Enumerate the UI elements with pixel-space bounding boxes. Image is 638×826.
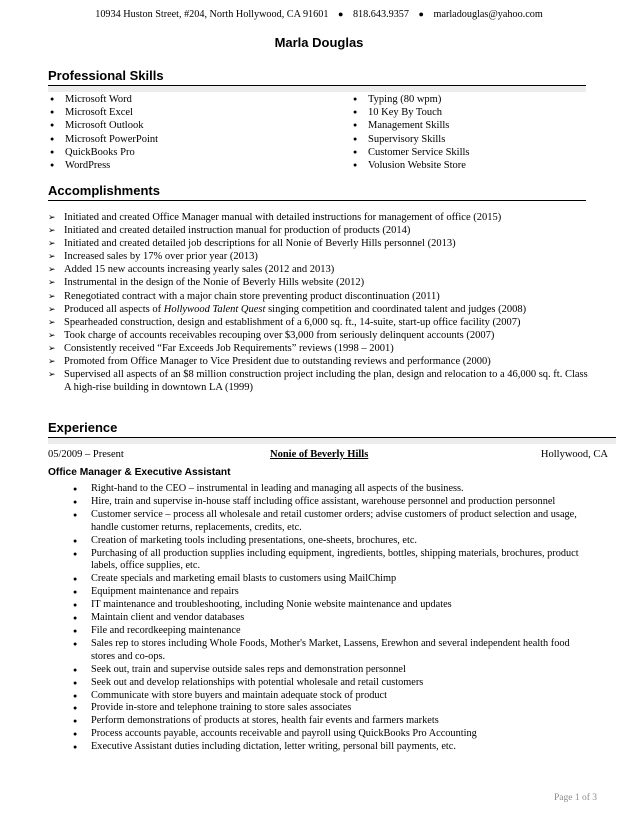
bullet-icon: ●: [73, 717, 78, 726]
arrow-bullet-icon: ➢: [48, 251, 56, 262]
address: 10934 Huston Street, #204, North Hollywood, CA 91601: [95, 9, 329, 20]
bullet-icon: ●: [50, 108, 55, 117]
bullet-icon: ●: [353, 121, 358, 130]
duty-item: ● File and recordkeeping maintenance: [73, 624, 241, 636]
skill-item: ● WordPress: [50, 160, 111, 172]
job-header: [48, 449, 608, 463]
bullet-icon: ●: [73, 588, 78, 597]
job-title: Office Manager & Executive Assistant: [48, 467, 231, 478]
job-dates: 05/2009 – Present: [48, 449, 124, 460]
page-number: Page 1 of 3: [554, 793, 598, 803]
bullet-icon: ●: [73, 497, 78, 506]
duty-item: ● Creation of marketing tools including presentations, one-sheets, brochures, etc.: [73, 534, 417, 546]
arrow-bullet-icon: ➢: [48, 212, 56, 222]
bullet-icon: ●: [73, 665, 78, 674]
bullet-icon: ●: [73, 730, 78, 739]
bullet-icon: ●: [73, 536, 78, 545]
bullet-icon: ●: [50, 147, 55, 156]
arrow-bullet-icon: ➢: [48, 238, 56, 249]
candidate-name: Marla Douglas: [274, 35, 364, 50]
skill-item: ● QuickBooks Pro: [50, 146, 135, 158]
arrow-bullet-icon: ➢: [48, 290, 56, 301]
accomplishment-item: ➢ Renegotiated contract with a major chain store preventing product discontinuation (2011): [48, 290, 440, 302]
accomplishment-item: ➢ Produced all aspects of Hollywood Talent Quest singing competition and coordinated talent and judges (2008): [48, 303, 527, 315]
experience-heading: Experience: [48, 420, 616, 438]
accomplishment-item: ➢ Instrumental in the design of the Nonie of Beverly Hills website (2012): [48, 277, 365, 289]
bullet-icon: ●: [73, 626, 78, 635]
arrow-bullet-icon: ➢: [48, 264, 56, 275]
skill-item: ● Microsoft PowerPoint: [50, 133, 159, 145]
skills-left-list: [48, 93, 158, 172]
skill-item: ● Microsoft Outlook: [50, 120, 144, 132]
duty-item: ● IT maintenance and troubleshooting, including Nonie website maintenance and updates: [73, 599, 452, 611]
experience-heading-shade: [48, 438, 616, 444]
duty-item: ● Sales rep to stores including Whole Foods, Mother's Market, Lassens, Erewhon and several independent health food stores and co-ops.: [73, 637, 570, 662]
skill-item: ● Management Skills: [353, 120, 450, 132]
bullet-icon: ●: [73, 678, 78, 687]
bullet-icon: ●: [73, 614, 78, 623]
arrow-bullet-icon: ➢: [48, 303, 56, 314]
bullet-icon: ●: [353, 108, 358, 117]
skill-item: ● Supervisory Skills: [353, 133, 446, 145]
accomplishment-item: ➢ Promoted from Office Manager to Vice President due to outstanding reviews and performance (2000): [48, 356, 491, 368]
arrow-bullet-icon: ➢: [48, 316, 56, 327]
skill-item: ● Microsoft Excel: [50, 107, 133, 119]
separator-dot: ●: [418, 9, 424, 19]
accomplishment-item: ➢ Took charge of accounts receivables recouping over $3,000 from seriously delinquent accounts (2007): [48, 329, 495, 341]
duty-item: ● Perform demonstrations of products at stores, health fair events and farmers markets: [73, 715, 439, 727]
job-location: Hollywood, CA: [540, 449, 608, 460]
arrow-bullet-icon: ➢: [48, 329, 56, 340]
bullet-icon: ●: [50, 95, 55, 103]
accomplishment-item: ➢ Initiated and created detailed instruction manual for production of products (2014): [48, 225, 411, 237]
bullet-icon: ●: [73, 575, 78, 584]
bullet-icon: ●: [50, 121, 55, 130]
duty-item: ● Equipment maintenance and repairs: [73, 586, 239, 598]
phone: 818.643.9357: [352, 9, 409, 20]
bullet-icon: ●: [353, 134, 358, 143]
duty-item: ● Purchasing of all production supplies including equipment, ingredients, bottles, shipping materials, brochures, product labels, office supplies, etc.: [73, 547, 579, 572]
bullet-icon: ●: [73, 639, 78, 648]
skill-item: ● Microsoft Word: [50, 94, 132, 105]
arrow-bullet-icon: ➢: [48, 225, 56, 236]
duty-item: ● Right-hand to the CEO – instrumental in leading and managing all aspects of the business.: [73, 483, 464, 494]
bullet-icon: ●: [73, 743, 78, 752]
job-duties-list: [73, 483, 585, 754]
accomplishment-item: ➢ Initiated and created Office Manager manual with detailed instructions for management of office (2015): [48, 212, 502, 223]
accomplishment-item: ➢ Initiated and created detailed job descriptions for all Nonie of Beverly Hills personnel (2013): [48, 238, 456, 250]
accomplishment-item: ➢ Spearheaded construction, design and establishment of a 6,000 sq. ft., 14-suite, start-up office facility (2007): [48, 316, 521, 328]
arrow-bullet-icon: ➢: [48, 277, 56, 288]
duty-item: ● Customer service – process all wholesale and retail customer orders; advise customers of product selection and usage, handle customer returns, replacements, credits, etc.: [73, 508, 577, 533]
bullet-icon: ●: [353, 95, 358, 103]
contact-line: [0, 9, 638, 20]
accomplishment-item: ➢ Consistently received “Far Exceeds Job Requirements” reviews (1998 – 2001): [48, 342, 394, 354]
bullet-icon: ●: [73, 601, 78, 610]
bullet-icon: ●: [73, 549, 78, 558]
skills-heading-shade: [48, 86, 586, 92]
accomplishment-item: ➢ Added 15 new accounts increasing yearly sales (2012 and 2013): [48, 264, 335, 276]
bullet-icon: ●: [73, 691, 78, 700]
bullet-icon: ●: [50, 134, 55, 143]
duty-item: ● Seek out and develop relationships with potential wholesale and retail customers: [73, 676, 424, 688]
skill-item: ● Typing (80 wpm): [353, 94, 442, 105]
skills-heading: Professional Skills: [48, 68, 586, 86]
accomplishment-item: ➢ Increased sales by 17% over prior year (2013): [48, 251, 258, 263]
email: marladouglas@yahoo.com: [433, 9, 543, 20]
duty-item: ● Hire, train and supervise in-house staff including office assistant, warehouse personnel and production personnel: [73, 495, 556, 507]
skills-right-list: [351, 93, 470, 172]
bullet-icon: ●: [73, 704, 78, 713]
accomplishment-item: ➢ Supervised all aspects of an $8 million construction project including the plan, design and relocation to a 46,000 sq. ft. Class A high-rise building in downtown LA (1999): [48, 369, 588, 394]
bullet-icon: ●: [353, 161, 358, 170]
arrow-bullet-icon: ➢: [48, 369, 56, 380]
bullet-icon: ●: [73, 485, 78, 493]
accomplishments-list: [48, 211, 588, 394]
bullet-icon: ●: [73, 510, 78, 519]
arrow-bullet-icon: ➢: [48, 356, 56, 367]
duty-item: ● Executive Assistant duties including dictation, letter writing, personal bill payments, etc.: [73, 741, 456, 753]
duty-item: ● Communicate with store buyers and maintain adequate stock of product: [73, 689, 387, 701]
bullet-icon: ●: [353, 147, 358, 156]
skill-item: ● Volusion Website Store: [353, 160, 466, 172]
duty-item: ● Seek out, train and supervise outside sales reps and demonstration personnel: [73, 663, 406, 675]
duty-item: ● Maintain client and vendor databases: [73, 612, 245, 624]
duty-item: ● Process accounts payable, accounts receivable and payroll using QuickBooks Pro Accounting: [73, 728, 477, 740]
skill-item: ● Customer Service Skills: [353, 146, 470, 158]
job-company: Nonie of Beverly Hills: [270, 449, 369, 460]
accomplishments-heading: Accomplishments: [48, 183, 586, 201]
arrow-bullet-icon: ➢: [48, 342, 56, 353]
duty-item: ● Provide in-store and telephone training to store sales associates: [73, 702, 352, 714]
duty-item: ● Create specials and marketing email blasts to customers using MailChimp: [73, 573, 397, 585]
skill-item: ● 10 Key By Touch: [353, 107, 443, 119]
event-title: Hollywood Talent Quest: [163, 303, 266, 315]
separator-dot: ●: [337, 9, 344, 19]
bullet-icon: ●: [50, 161, 55, 170]
